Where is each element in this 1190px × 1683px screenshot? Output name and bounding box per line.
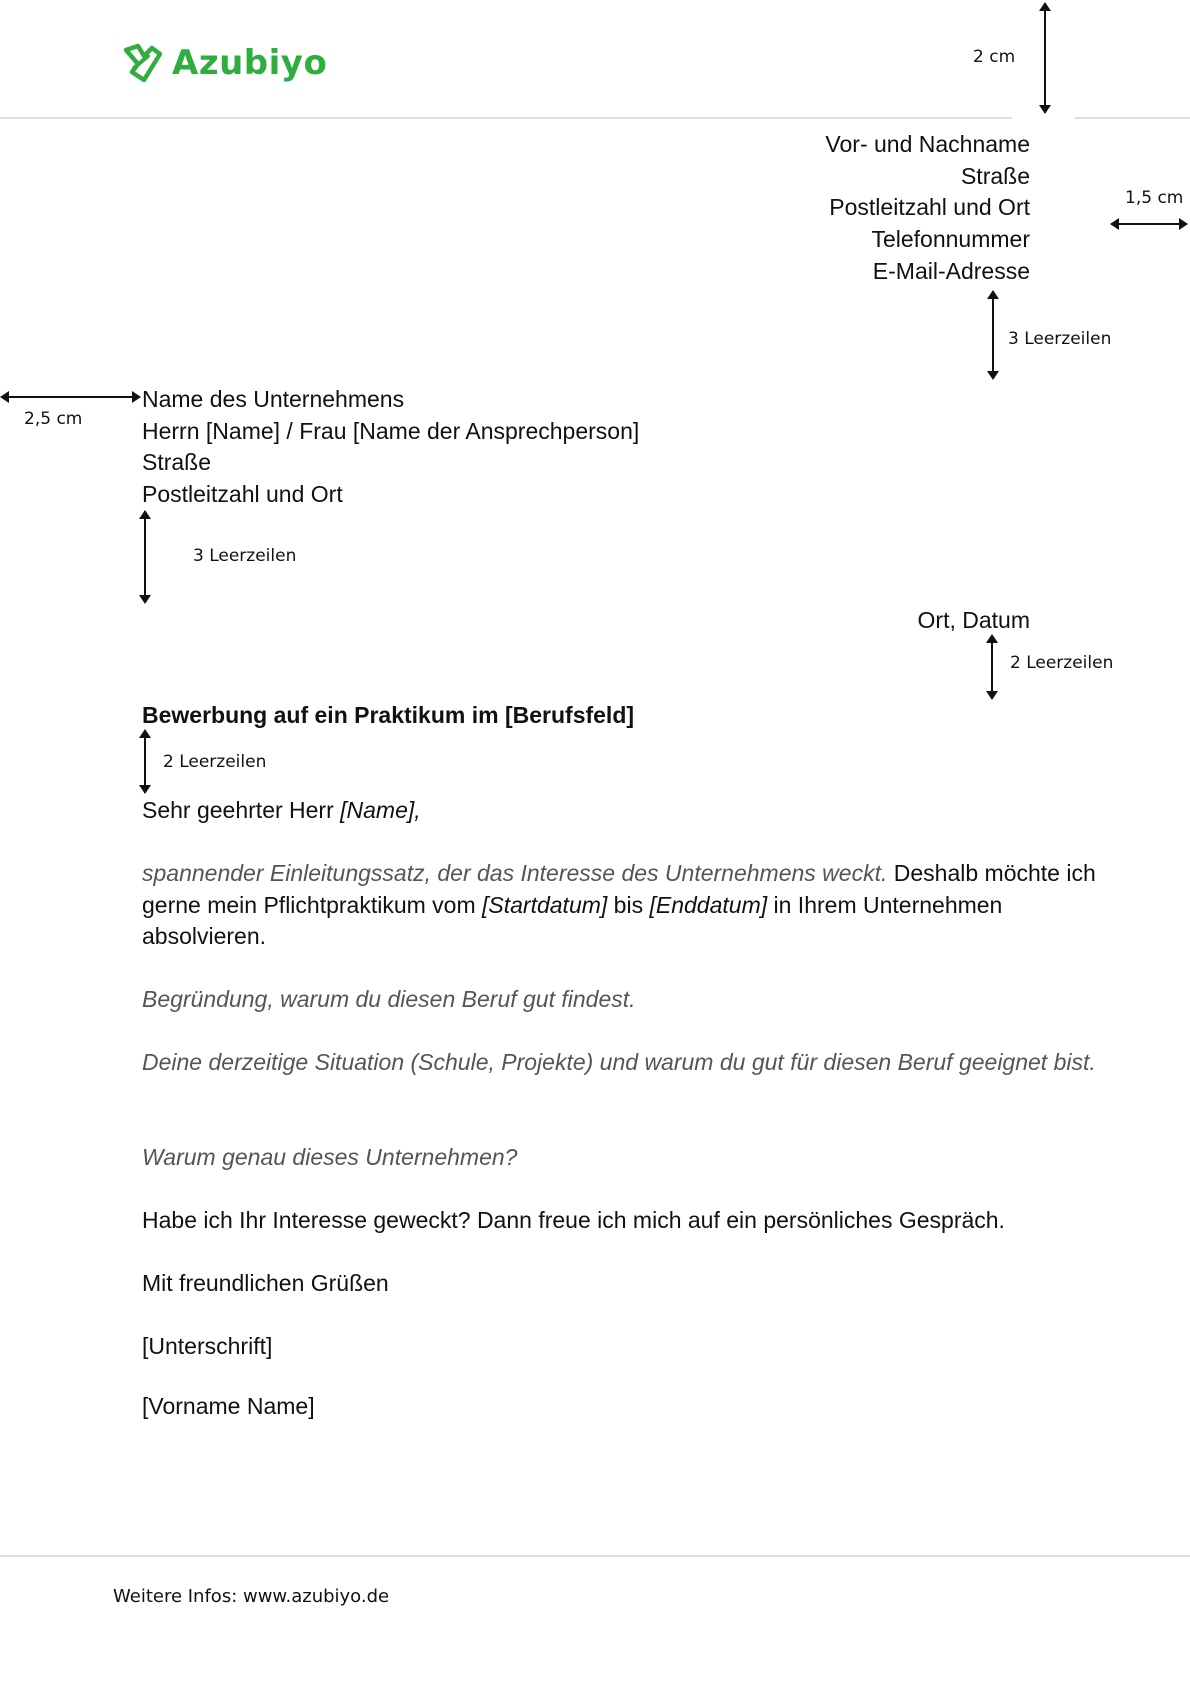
footer-info: Weitere Infos: www.azubiyo.de [113,1586,390,1607]
top-margin-label: 2 cm [973,47,1016,67]
logo-text: Azubiyo [172,43,328,83]
header-divider-right [1075,117,1190,119]
intro-start-date: [Startdatum] [482,891,608,918]
recipient-street: Straße [142,449,212,476]
intro-end-date: [Enddatum] [649,891,768,918]
sender-name: Vor- und Nachname [825,131,1030,157]
sender-street: Straße [960,162,1030,189]
intro-part1: Deshalb möchte ich gerne mein Pflichtpraktikum vom [142,860,1103,918]
intro-part2: bis [607,891,650,918]
recipient-company: Name des Unternehmens [142,386,405,412]
header-divider [0,117,1012,119]
greeting: Mit freundlichen Grüßen [142,1270,389,1296]
subject-line: Bewerbung auf ein Praktikum im [Berufsfeld] [142,702,635,728]
intro-paragraph [142,858,1112,953]
date-spacing-label: 2 Leerzeilen [1010,653,1114,673]
name-placeholder: [Vorname Name] [142,1393,315,1419]
top-margin-arrow [1039,2,1051,114]
signature-placeholder: [Unterschrift] [142,1333,273,1359]
recipient-contact: Herrn [Name] / Frau [Name der Ansprechperson] [142,417,640,444]
salutation [142,795,1112,827]
place-date: Ort, Datum [917,607,1030,633]
situation-hint: Deine derzeitige Situation (Schule, Projekte) und warum du gut für diesen Beruf geeignet bist. [142,1049,1096,1075]
recipient-city: Postleitzahl und Ort [142,481,343,508]
recipient-spacing-label: 3 Leerzeilen [193,546,297,566]
company-hint: Warum genau dieses Unternehmen? [142,1144,518,1170]
azubiyo-logo [122,42,327,84]
azubiyo-logo-icon [122,42,162,84]
sender-email: E-Mail-Adresse [872,257,1030,284]
recipient-spacing-arrow [139,510,151,604]
intro-part3: in Ihrem Unternehmen absolvieren. [142,891,1009,950]
recipient-address [142,384,639,511]
closing-question: Habe ich Ihr Interesse geweckt? Dann freue ich mich auf ein persönliches Gespräch. [142,1207,1005,1233]
sender-spacing-label: 3 Leerzeilen [1008,329,1112,349]
salutation-text: Sehr geehrter Herr [142,797,341,823]
date-spacing-arrow [986,634,998,700]
subject-spacing-arrow [139,729,151,794]
right-margin-arrow [1110,218,1188,230]
sender-city: Postleitzahl und Ort [829,194,1030,221]
sender-address [825,129,1030,288]
sender-phone: Telefonnummer [871,226,1030,253]
footer-divider [0,1555,1190,1557]
reason-hint: Begründung, warum du diesen Beruf gut findest. [142,986,636,1012]
intro-hint: spannender Einleitungssatz, der das Interesse des Unternehmens weckt. [142,860,888,886]
left-margin-label: 2,5 cm [24,409,83,429]
salutation-placeholder: [Name], [340,797,421,823]
subject-spacing-label: 2 Leerzeilen [163,752,267,772]
right-margin-label: 1,5 cm [1125,188,1184,208]
left-margin-arrow [0,391,141,403]
sender-spacing-arrow [987,290,999,380]
